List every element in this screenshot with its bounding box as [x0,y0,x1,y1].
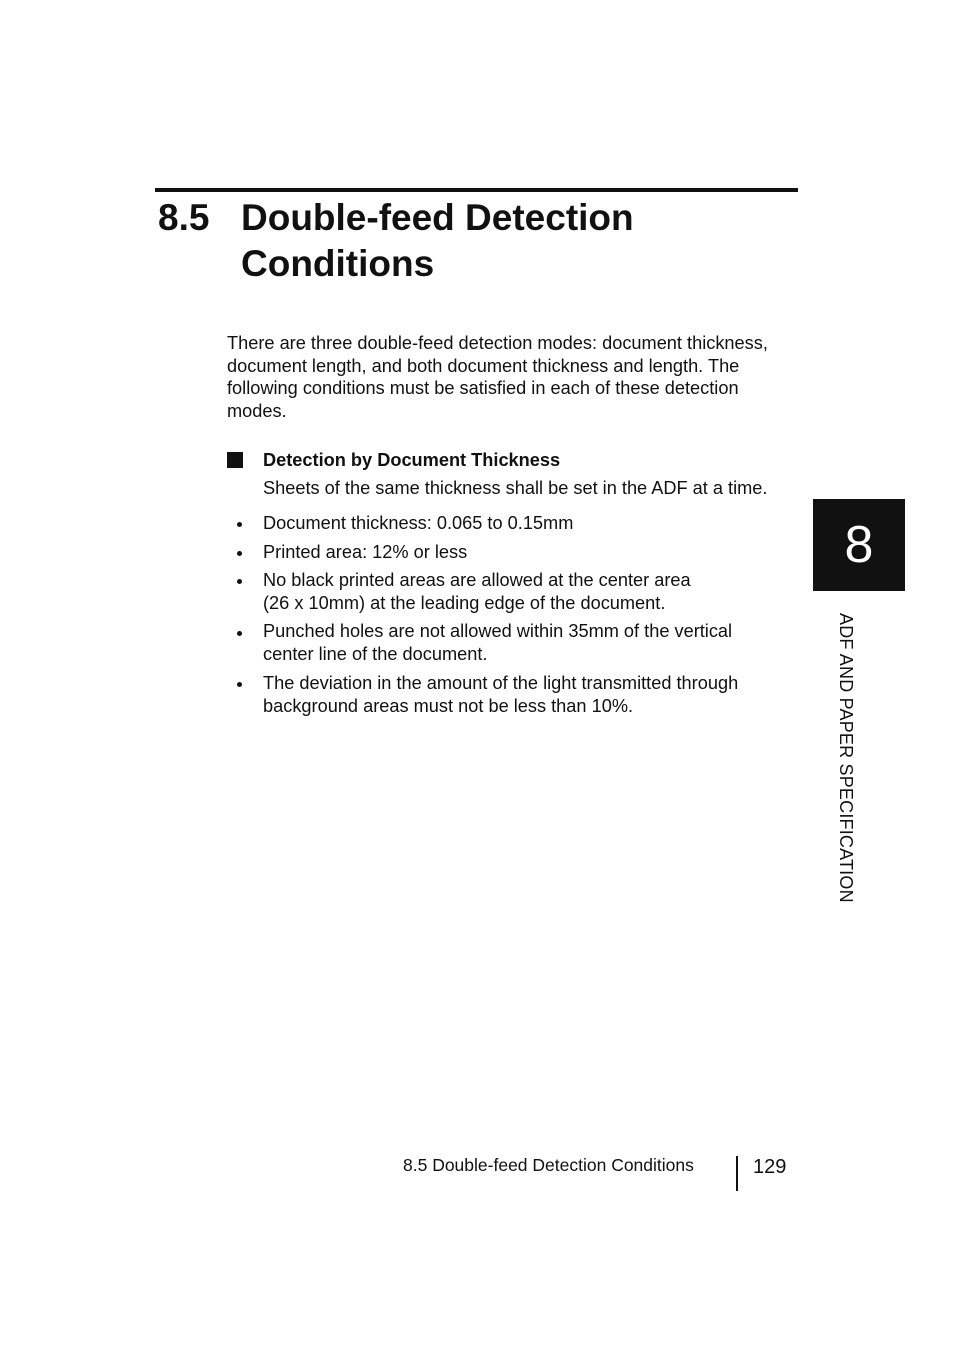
list-item [263,541,467,564]
intro-line-2: document length, and both document thickness and length. The [227,355,740,376]
bullet-dot-icon [237,522,242,527]
intro-line-1: There are three double-feed detection modes: document thickness, [227,333,768,353]
chapter-side-label: ADF AND PAPER SPECIFICATION [836,613,856,903]
list-item-line: The deviation in the amount of the light transmitted through [263,673,739,693]
list-item-line: (26 x 10mm) at the leading edge of the document. [263,592,666,613]
section-title: Detection by Document Thickness [263,450,561,470]
bullet-dot-icon [237,579,242,584]
square-bullet-icon [227,452,243,468]
list-item-line: Punched holes are not allowed within 35mm of the vertical [263,621,733,641]
list-item-line: No black printed areas are allowed at the center area [263,570,691,590]
list-item [263,569,691,614]
intro-line-3: following conditions must be satisfied in each of these detection [227,378,739,399]
heading-rule [155,188,798,192]
list-item [263,672,738,717]
list-item-line: Printed area: 12% or less [263,542,468,562]
heading-number: 8.5 [158,197,210,238]
footer-divider [736,1156,738,1191]
bullet-dot-icon [237,631,242,636]
bullet-dot-icon [237,551,242,556]
list-item [263,512,573,535]
heading-title [241,195,761,287]
intro-line-4: modes. [227,400,287,421]
section-description: Sheets of the same thickness shall be set in the ADF at a time. [263,478,768,498]
list-item-line: center line of the document. [263,643,488,664]
bullet-dot-icon [237,682,242,687]
list-item-line: background areas must not be less than 10%. [263,695,634,716]
list-item-line: Document thickness: 0.065 to 0.15mm [263,513,574,533]
heading-title-line-2: Conditions [241,243,435,284]
heading-title-line-1: Double-feed Detection [241,197,634,238]
footer-section-title: 8.5 Double-feed Detection Conditions [403,1155,694,1175]
page-number: 129 [753,1156,787,1178]
list-item [263,620,732,665]
chapter-tab: 8 [813,499,905,591]
intro-paragraph [227,332,802,422]
